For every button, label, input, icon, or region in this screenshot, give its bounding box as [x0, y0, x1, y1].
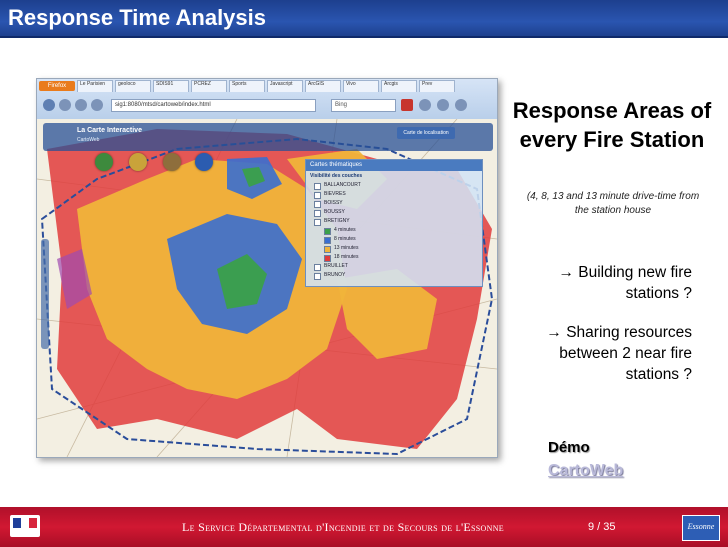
layer-row[interactable]: 8 minutes — [306, 235, 482, 244]
browser-tab[interactable]: Arcgis — [381, 80, 417, 92]
layers-icon[interactable] — [129, 153, 147, 171]
slide-title-bar — [0, 0, 728, 38]
layer-row[interactable]: BOUSSY — [306, 208, 482, 217]
layer-checkbox[interactable] — [314, 183, 321, 190]
layer-checkbox[interactable] — [324, 255, 331, 262]
map-app-subtitle: CartoWeb — [77, 137, 100, 143]
layer-checkbox[interactable] — [314, 273, 321, 280]
browser-tab[interactable]: Javascript — [267, 80, 303, 92]
tools-icon[interactable] — [163, 153, 181, 171]
republique-francaise-logo — [10, 515, 40, 537]
layer-row[interactable]: 18 minutes — [306, 253, 482, 262]
bullet-new-stations: → Building new fire stations ? — [558, 264, 692, 302]
addon-s-icon[interactable] — [401, 99, 413, 111]
page-number: 9 / 35 — [588, 521, 616, 533]
footer-organisation: Le Service Départemental d'Incendie et de Secours de l'Essonne — [182, 520, 504, 534]
browser-tabs — [77, 80, 455, 93]
layer-checkbox[interactable] — [314, 210, 321, 217]
layer-checkbox[interactable] — [324, 228, 331, 235]
layer-checkbox[interactable] — [314, 201, 321, 208]
globe-icon[interactable] — [95, 153, 113, 171]
layer-checkbox[interactable] — [324, 246, 331, 253]
layer-row[interactable]: 13 minutes — [306, 244, 482, 253]
url-bar[interactable]: sig1:8080/mtsd/cartoweb/index.html — [111, 99, 316, 112]
download-icon[interactable] — [91, 99, 103, 111]
browser-tab[interactable]: Le Parisien — [77, 80, 113, 92]
browser-tab[interactable]: Sports — [229, 80, 265, 92]
slide-footer — [0, 507, 728, 547]
layers-panel-title: Cartes thématiques — [306, 160, 482, 171]
layers-panel-subtitle: Visibilité des couches — [310, 173, 363, 179]
layer-row[interactable]: BRUNOY — [306, 271, 482, 280]
layer-checkbox[interactable] — [314, 219, 321, 226]
browser-tab[interactable]: SDIS91 — [153, 80, 189, 92]
forward-icon[interactable] — [59, 99, 71, 111]
browser-tab[interactable]: Vivo — [343, 80, 379, 92]
layer-row[interactable]: BRETIGNY — [306, 217, 482, 226]
browser-tab[interactable]: geoloco — [115, 80, 151, 92]
browser-tab[interactable]: PCREZ — [191, 80, 227, 92]
map-app-title: La Carte Interactive — [77, 127, 142, 134]
firefox-menu-button[interactable]: Firefox — [39, 81, 75, 91]
layer-checkbox[interactable] — [324, 237, 331, 244]
cartoweb-link[interactable]: CartoWeb — [548, 462, 624, 479]
back-icon[interactable] — [43, 99, 55, 111]
menu-icon[interactable] — [455, 99, 467, 111]
demo-label: Démo — [548, 439, 590, 456]
layer-row[interactable]: BALLANCOURT — [306, 181, 482, 190]
slide-title: Response Time Analysis — [8, 5, 266, 30]
layer-row[interactable]: 4 minutes — [306, 226, 482, 235]
layer-row[interactable]: BOISSY — [306, 199, 482, 208]
help-icon[interactable] — [195, 153, 213, 171]
slide-heading: Response Areas of every Fire Station — [512, 98, 712, 152]
layer-row[interactable]: BRUILLET — [306, 262, 482, 271]
layer-checkbox[interactable] — [314, 192, 321, 199]
browser-tab[interactable]: Prev — [419, 80, 455, 92]
layers-panel — [305, 159, 483, 287]
browser-nav-row — [41, 96, 493, 114]
browser-chrome — [37, 79, 497, 120]
layer-checkbox[interactable] — [314, 264, 321, 271]
bookmark-icon[interactable] — [437, 99, 449, 111]
locate-map-button[interactable]: Carte de localisation — [397, 127, 455, 139]
reload-icon[interactable] — [75, 99, 87, 111]
bullet-sharing-resources: → Sharing resources between 2 near fire stations ? — [546, 324, 692, 383]
home-icon[interactable] — [419, 99, 431, 111]
slide-caption: (4, 8, 13 and 13 minute drive-time from the station house — [526, 191, 700, 216]
map-screenshot — [36, 78, 498, 458]
layer-row[interactable]: BIEVRES — [306, 190, 482, 199]
zoom-slider[interactable] — [41, 239, 49, 349]
browser-tab[interactable]: ArcGIS — [305, 80, 341, 92]
essonne-logo: Essonne — [682, 515, 720, 541]
search-box[interactable]: Bing — [331, 99, 396, 112]
